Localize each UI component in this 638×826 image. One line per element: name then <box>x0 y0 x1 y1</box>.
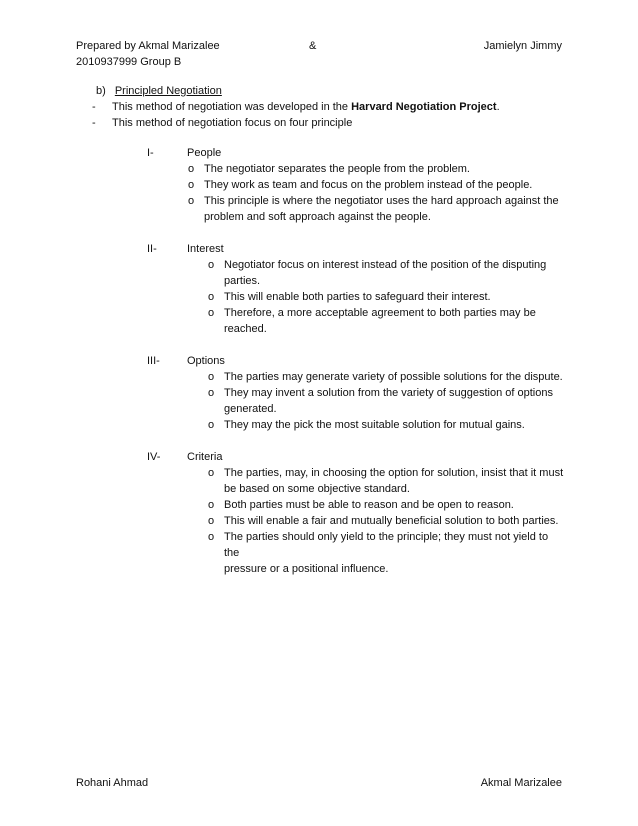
bullet-text-continued: be based on some objective standard. <box>224 483 410 495</box>
bullet-item <box>208 513 564 529</box>
bullet-text: The negotiator separates the people from the problem. <box>204 163 470 175</box>
bullet-marker: o <box>208 531 215 543</box>
section-title: Principled Negotiation <box>114 85 222 97</box>
bullet-marker: o <box>208 419 215 431</box>
bullet-marker: o <box>208 467 215 479</box>
intro-text-end: . <box>496 101 500 113</box>
bullet-item <box>208 289 564 305</box>
bullet-item <box>208 465 564 497</box>
principle-heading <box>147 145 221 161</box>
principle-number: II- <box>147 243 157 255</box>
bullet-item <box>208 385 564 417</box>
bullet-item <box>208 529 564 577</box>
bullet-text-continued: problem and soft approach against the people. <box>204 211 431 223</box>
bullet-text: The parties should only yield to the principle; they must not yield to the <box>224 531 549 559</box>
principle-title: Options <box>187 355 225 367</box>
principle-title: Criteria <box>187 451 223 463</box>
intro-item <box>92 115 352 131</box>
bullet-text: This will enable both parties to safeguard their interest. <box>224 291 491 303</box>
bullet-item <box>188 161 544 177</box>
header-author-right: Jamielyn Jimmy <box>483 40 562 52</box>
bullet-text-continued: generated. <box>224 403 277 415</box>
principle-number: IV- <box>147 451 161 463</box>
bullet-item <box>188 193 564 225</box>
bullet-marker: o <box>208 515 215 527</box>
bullet-marker: o <box>188 195 195 207</box>
intro-item <box>92 99 500 115</box>
principle-heading <box>147 449 222 465</box>
principle-title: Interest <box>187 243 224 255</box>
bullet-text: The parties, may, in choosing the option for solution, insist that it must <box>224 467 564 479</box>
section-heading <box>96 83 222 99</box>
header-ampersand: & <box>309 40 317 52</box>
bullet-item <box>208 417 564 433</box>
footer-author-right: Akmal Marizalee <box>480 777 562 789</box>
bullet-item <box>208 369 564 385</box>
bullet-item <box>208 257 564 289</box>
dash-marker: - <box>92 117 96 129</box>
bullet-item <box>208 497 564 513</box>
dash-marker: - <box>92 101 96 113</box>
bullet-marker: o <box>188 179 195 191</box>
header-author-left: Prepared by Akmal Marizalee <box>76 40 220 52</box>
bullet-marker: o <box>208 307 215 319</box>
intro-text: This method of negotiation was developed in the <box>112 101 352 113</box>
bullet-marker: o <box>208 291 215 303</box>
bullet-text: They work as team and focus on the problem instead of the people. <box>204 179 533 191</box>
bullet-marker: o <box>208 371 215 383</box>
bullet-text: They may the pick the most suitable solution for mutual gains. <box>224 419 525 431</box>
header-student-id: 2010937999 Group B <box>76 56 182 68</box>
section-label: b) <box>96 85 106 97</box>
bullet-marker: o <box>208 387 215 399</box>
bullet-item <box>208 305 564 337</box>
bullet-text-continued: parties. <box>224 275 261 287</box>
principle-heading <box>147 241 224 257</box>
bullet-item <box>188 177 544 193</box>
footer-author-left: Rohani Ahmad <box>76 777 149 789</box>
bullet-text: This will enable a fair and mutually beneficial solution to both parties. <box>224 515 559 527</box>
bullet-text: This principle is where the negotiator uses the hard approach against the <box>204 195 559 207</box>
bullet-text: Both parties must be able to reason and be open to reason. <box>224 499 514 511</box>
bullet-text: They may invent a solution from the variety of suggestion of options <box>224 387 553 399</box>
principle-number: III- <box>147 355 160 367</box>
principle-title: People <box>187 147 222 159</box>
bullet-text: Negotiator focus on interest instead of the position of the disputing <box>224 259 547 271</box>
bullet-marker: o <box>208 259 215 271</box>
intro-text: This method of negotiation focus on four principle <box>112 117 353 129</box>
bullet-marker: o <box>208 499 215 511</box>
bullet-text: The parties may generate variety of possible solutions for the dispute. <box>224 371 563 383</box>
bullet-marker: o <box>188 163 195 175</box>
bullet-text-continued: pressure or a positional influence. <box>224 563 389 575</box>
bullet-text: Therefore, a more acceptable agreement to both parties may be <box>224 307 536 319</box>
principle-heading <box>147 353 225 369</box>
intro-bold-text: Harvard Negotiation Project <box>351 101 497 113</box>
bullet-text-continued: reached. <box>224 323 267 335</box>
principle-number: I- <box>147 147 154 159</box>
